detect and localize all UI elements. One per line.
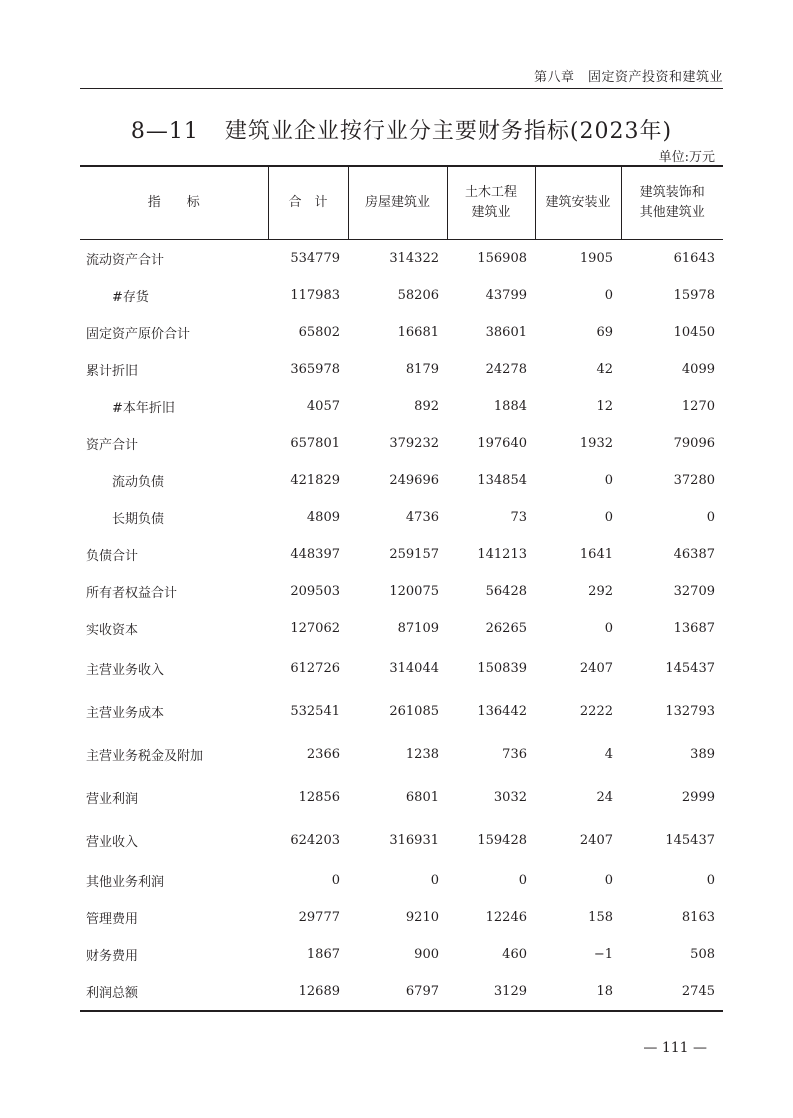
table-cell: 61643 bbox=[673, 251, 715, 266]
table-cell: 2407 bbox=[579, 661, 613, 676]
table-cell: 42 bbox=[596, 362, 613, 377]
table-cell: 87109 bbox=[397, 621, 439, 636]
row-label: 实收资本 bbox=[86, 623, 139, 638]
table-cell: 13687 bbox=[673, 621, 715, 636]
table-cell: 8179 bbox=[405, 362, 439, 377]
column-header: 房屋建筑业 bbox=[348, 166, 447, 240]
table-cell: 73 bbox=[510, 510, 527, 525]
table-cell: 56428 bbox=[485, 584, 527, 599]
table-cell: 12856 bbox=[298, 790, 340, 805]
column-header: 合 计 bbox=[268, 166, 348, 240]
table-cell: 0 bbox=[518, 873, 527, 888]
table-cell: 37280 bbox=[673, 473, 715, 488]
table-cell: 18 bbox=[535, 973, 621, 1011]
table-cell: 4099 bbox=[681, 362, 715, 377]
table-cell: 127062 bbox=[290, 621, 340, 636]
table-cell: 421829 bbox=[290, 473, 340, 488]
table-cell: 3129 bbox=[447, 973, 535, 1011]
column-header: 指 标 bbox=[80, 166, 268, 240]
table-number: 8—11 bbox=[130, 119, 199, 144]
table-cell: 32709 bbox=[673, 584, 715, 599]
table-cell: 12 bbox=[596, 399, 613, 414]
table-cell: 0 bbox=[604, 473, 613, 488]
table-cell: 448397 bbox=[290, 547, 340, 562]
table-cell: 508 bbox=[690, 947, 715, 962]
table-cell: 657801 bbox=[290, 436, 340, 451]
unit-label: 单位:万元 bbox=[658, 150, 715, 165]
table-cell: 0 bbox=[706, 873, 715, 888]
table-row bbox=[80, 425, 723, 462]
table-row bbox=[80, 240, 723, 278]
table-cell: 4 bbox=[604, 747, 613, 762]
table-row bbox=[80, 862, 723, 899]
table-cell: 29777 bbox=[298, 910, 340, 925]
table-cell: 1270 bbox=[681, 399, 715, 414]
row-label: 长期负债 bbox=[112, 512, 165, 527]
table-cell: 69 bbox=[596, 325, 613, 340]
row-label: 固定资产原价合计 bbox=[86, 327, 191, 342]
table-row bbox=[80, 936, 723, 973]
column-header: 建筑安装业 bbox=[535, 166, 621, 240]
table-cell: 379232 bbox=[389, 436, 439, 451]
row-label: 主营业务成本 bbox=[86, 706, 165, 721]
table-cell: 2222 bbox=[579, 704, 613, 719]
row-label: 其他业务利润 bbox=[86, 875, 165, 890]
table-cell: 134854 bbox=[477, 473, 527, 488]
table-row bbox=[80, 499, 723, 536]
table-cell: 145437 bbox=[665, 661, 715, 676]
table-cell: 259157 bbox=[389, 547, 439, 562]
table-cell: 292 bbox=[588, 584, 613, 599]
table-cell: 1867 bbox=[306, 947, 340, 962]
table-cell: 0 bbox=[604, 873, 613, 888]
table-cell: 6797 bbox=[348, 973, 447, 1011]
row-label: 管理费用 bbox=[86, 912, 139, 927]
table-cell: 534779 bbox=[290, 251, 340, 266]
table-cell: −1 bbox=[593, 947, 613, 962]
table-cell: 9210 bbox=[405, 910, 439, 925]
table-title-text: 建筑业企业按行业分主要财务指标(2023年) bbox=[224, 119, 673, 144]
table-cell: 8163 bbox=[681, 910, 715, 925]
table-cell: 261085 bbox=[389, 704, 439, 719]
row-label: 资产合计 bbox=[86, 438, 139, 453]
table-cell: 16681 bbox=[397, 325, 439, 340]
table-row bbox=[80, 776, 723, 819]
table-cell: 532541 bbox=[290, 704, 340, 719]
table-cell: 0 bbox=[604, 288, 613, 303]
table-cell: 4057 bbox=[306, 399, 340, 414]
row-label: 流动负债 bbox=[112, 475, 165, 490]
chapter-header: 第八章 固定资产投资和建筑业 bbox=[533, 70, 723, 85]
table-cell: 145437 bbox=[665, 833, 715, 848]
row-label: #存货 bbox=[112, 290, 149, 305]
table-cell: 65802 bbox=[298, 325, 340, 340]
table-cell: 159428 bbox=[477, 833, 527, 848]
table-cell: 0 bbox=[331, 873, 340, 888]
page-number: — 111 — bbox=[643, 1040, 707, 1056]
table-cell: 365978 bbox=[290, 362, 340, 377]
table-row bbox=[80, 462, 723, 499]
header-row bbox=[80, 166, 723, 240]
table-cell: 316931 bbox=[389, 833, 439, 848]
table-cell: 314044 bbox=[389, 661, 439, 676]
table-cell: 892 bbox=[414, 399, 439, 414]
table-cell: 156908 bbox=[477, 251, 527, 266]
column-header: 土木工程 建筑业 bbox=[447, 166, 535, 240]
table-cell: 624203 bbox=[290, 833, 340, 848]
table-cell: 1238 bbox=[405, 747, 439, 762]
table-cell: 0 bbox=[604, 621, 613, 636]
row-label: 主营业务收入 bbox=[86, 663, 165, 678]
table-cell: 43799 bbox=[485, 288, 527, 303]
table-title bbox=[80, 114, 723, 145]
table-cell: 24 bbox=[596, 790, 613, 805]
table-cell: 12689 bbox=[268, 973, 348, 1011]
table-cell: 197640 bbox=[477, 436, 527, 451]
table-row bbox=[80, 351, 723, 388]
table-cell: 0 bbox=[706, 510, 715, 525]
table-cell: 12246 bbox=[485, 910, 527, 925]
table-cell: 1641 bbox=[579, 547, 613, 562]
row-label: 财务费用 bbox=[86, 949, 139, 964]
table-cell: 58206 bbox=[397, 288, 439, 303]
row-label: 所有者权益合计 bbox=[86, 586, 178, 601]
table-cell: 4809 bbox=[306, 510, 340, 525]
table-cell: 3032 bbox=[493, 790, 527, 805]
table-cell: 38601 bbox=[485, 325, 527, 340]
row-label: 利润总额 bbox=[80, 973, 268, 1011]
table-cell: 612726 bbox=[290, 661, 340, 676]
table-cell: 158 bbox=[588, 910, 613, 925]
table-cell: 4736 bbox=[405, 510, 439, 525]
table-cell: 132793 bbox=[665, 704, 715, 719]
row-label: 主营业务税金及附加 bbox=[86, 749, 204, 764]
table-cell: 79096 bbox=[673, 436, 715, 451]
table-body bbox=[80, 240, 723, 1012]
table-cell: 314322 bbox=[389, 251, 439, 266]
table-cell: 150839 bbox=[477, 661, 527, 676]
table-cell: 1932 bbox=[579, 436, 613, 451]
column-header: 建筑装饰和 其他建筑业 bbox=[621, 166, 723, 240]
table-cell: 389 bbox=[690, 747, 715, 762]
table-cell: 1884 bbox=[493, 399, 527, 414]
table-cell: 6801 bbox=[405, 790, 439, 805]
table-cell: 117983 bbox=[290, 288, 340, 303]
table-cell: 120075 bbox=[389, 584, 439, 599]
table-cell: 249696 bbox=[389, 473, 439, 488]
table-cell: 2366 bbox=[306, 747, 340, 762]
financial-indicators-table bbox=[80, 165, 723, 1012]
table-cell: 736 bbox=[502, 747, 527, 762]
table-row bbox=[80, 899, 723, 936]
table-row bbox=[80, 973, 723, 1011]
header-rule bbox=[80, 88, 723, 89]
table-cell: 136442 bbox=[477, 704, 527, 719]
table-row bbox=[80, 314, 723, 351]
table-cell: 2407 bbox=[579, 833, 613, 848]
table-row bbox=[80, 388, 723, 425]
table-cell: 2999 bbox=[681, 790, 715, 805]
table-row bbox=[80, 819, 723, 862]
row-label: 流动资产合计 bbox=[86, 253, 165, 268]
table-cell: 209503 bbox=[290, 584, 340, 599]
row-label: 营业利润 bbox=[86, 792, 139, 807]
table-cell: 141213 bbox=[477, 547, 527, 562]
table-row bbox=[80, 536, 723, 573]
table-cell: 0 bbox=[430, 873, 439, 888]
table-cell: 24278 bbox=[485, 362, 527, 377]
table-cell: 1905 bbox=[579, 251, 613, 266]
table-cell: 900 bbox=[414, 947, 439, 962]
table-cell: 10450 bbox=[673, 325, 715, 340]
table-cell: 26265 bbox=[485, 621, 527, 636]
table-cell: 46387 bbox=[673, 547, 715, 562]
table-row bbox=[80, 610, 723, 647]
table-cell: 2745 bbox=[621, 973, 723, 1011]
row-label: #本年折旧 bbox=[112, 401, 175, 416]
row-label: 营业收入 bbox=[86, 835, 139, 850]
table-cell: 15978 bbox=[673, 288, 715, 303]
table-cell: 460 bbox=[502, 947, 527, 962]
table-row bbox=[80, 647, 723, 690]
row-label: 负债合计 bbox=[86, 549, 139, 564]
table-row bbox=[80, 277, 723, 314]
table-cell: 0 bbox=[604, 510, 613, 525]
table-row bbox=[80, 690, 723, 733]
row-label: 累计折旧 bbox=[86, 364, 139, 379]
table-row bbox=[80, 733, 723, 776]
table-row bbox=[80, 573, 723, 610]
